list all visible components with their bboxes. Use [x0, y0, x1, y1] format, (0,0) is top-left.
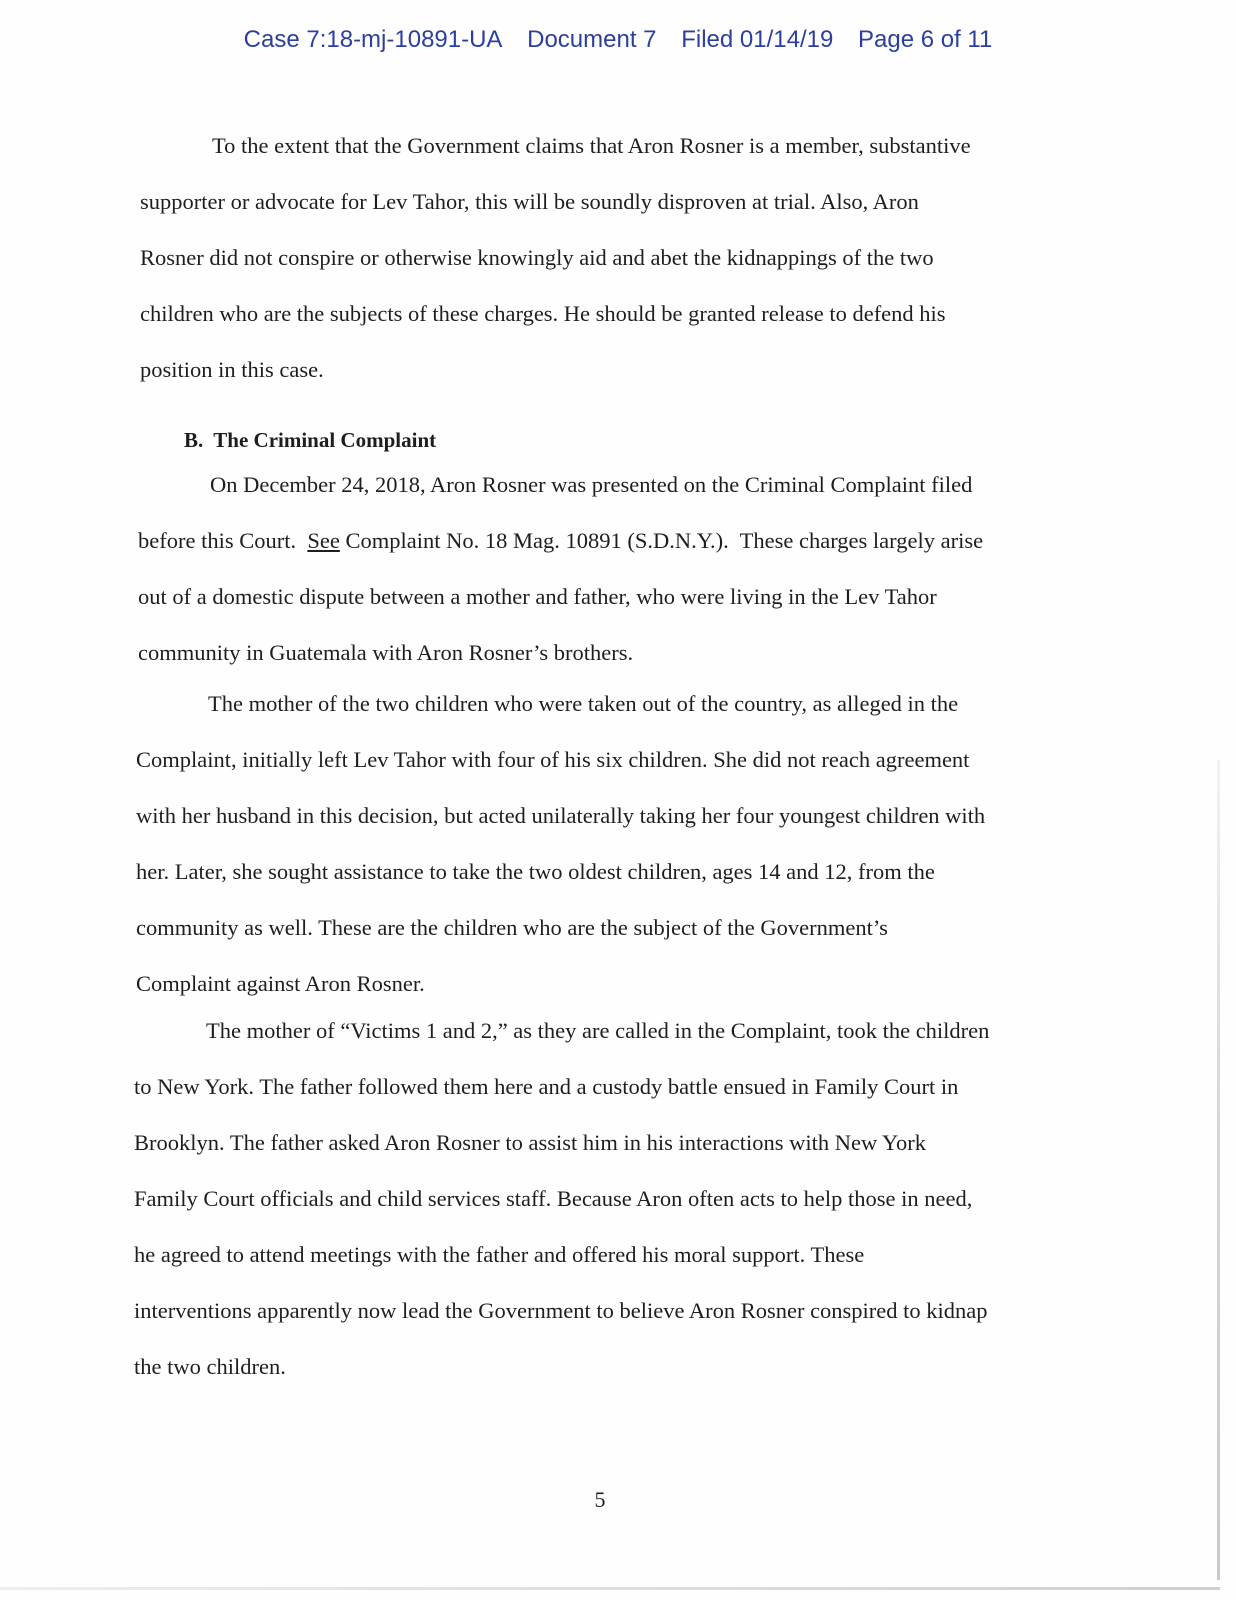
page-number: 5 — [594, 1487, 606, 1512]
paragraph-line: On December 24, 2018, Aron Rosner was presented on the Criminal Complaint filed — [210, 472, 973, 497]
paragraph-line: her. Later, she sought assistance to take the two oldest children, ages 14 and 12, from the — [136, 859, 935, 884]
paragraph-line: position in this case. — [140, 357, 324, 382]
paragraph-line: interventions apparently now lead the Government to believe Aron Rosner conspired to kidnap — [134, 1298, 988, 1323]
paragraph-intro — [140, 118, 971, 398]
paragraph-line: children who are the subjects of these charges. He should be granted release to defend his — [140, 301, 946, 326]
paragraph-line: out of a domestic dispute between a mother and father, who were living in the Lev Tahor — [138, 584, 937, 609]
section-label: B. — [184, 428, 204, 452]
paragraph-line: Rosner did not conspire or otherwise knowingly aid and abet the kidnappings of the two — [140, 245, 934, 270]
paragraph-line: Complaint against Aron Rosner. — [136, 971, 425, 996]
filed-date: Filed 01/14/19 — [681, 26, 834, 53]
paragraph-custody — [134, 1003, 989, 1395]
scan-edge-shadow — [0, 1587, 1220, 1590]
paragraph-complaint — [138, 457, 983, 681]
see-citation: See — [307, 528, 340, 553]
paragraph-line: The mother of “Victims 1 and 2,” as they are called in the Complaint, took the children — [206, 1018, 990, 1043]
scan-edge-shadow — [1217, 760, 1220, 1580]
document-number: Document 7 — [527, 26, 657, 53]
paragraph-line: Brooklyn. The father asked Aron Rosner to assist him in his interactions with New York — [134, 1130, 927, 1155]
case-header — [0, 26, 1236, 54]
paragraph-line: he agreed to attend meetings with the father and offered his moral support. These — [134, 1242, 865, 1267]
paragraph-line: Family Court officials and child services staff. Because Aron often acts to help those in need, — [134, 1186, 973, 1211]
paragraph-line: with her husband in this decision, but acted unilaterally taking her four youngest children with — [136, 803, 986, 828]
case-number: Case 7:18-mj-10891-UA — [243, 26, 503, 53]
section-title: The Criminal Complaint — [213, 428, 437, 452]
paragraph-line: The mother of the two children who were taken out of the country, as alleged in the — [208, 691, 959, 716]
section-heading — [184, 428, 436, 453]
paragraph-line: the two children. — [134, 1354, 286, 1379]
paragraph-line: Complaint, initially left Lev Tahor with four of his six children. She did not reach agreement — [136, 747, 970, 772]
paragraph-line: To the extent that the Government claims that Aron Rosner is a member, substantive — [212, 133, 971, 158]
paragraph-line: community in Guatemala with Aron Rosner’s brothers. — [138, 640, 634, 665]
text-run: Complaint No. 18 Mag. 10891 (S.D.N.Y.). These charges largely arise — [339, 528, 984, 553]
paragraph-line: to New York. The father followed them here and a custody battle ensued in Family Court in — [134, 1074, 959, 1099]
paragraph-mother — [136, 676, 985, 1012]
paragraph-line: supporter or advocate for Lev Tahor, this will be soundly disproven at trial. Also, Aron — [140, 189, 919, 214]
paragraph-line: community as well. These are the children who are the subject of the Government’s — [136, 915, 888, 940]
text-run: before this Court. — [138, 528, 308, 553]
page-indicator: Page 6 of 11 — [857, 26, 993, 53]
paragraph-line — [138, 513, 983, 569]
